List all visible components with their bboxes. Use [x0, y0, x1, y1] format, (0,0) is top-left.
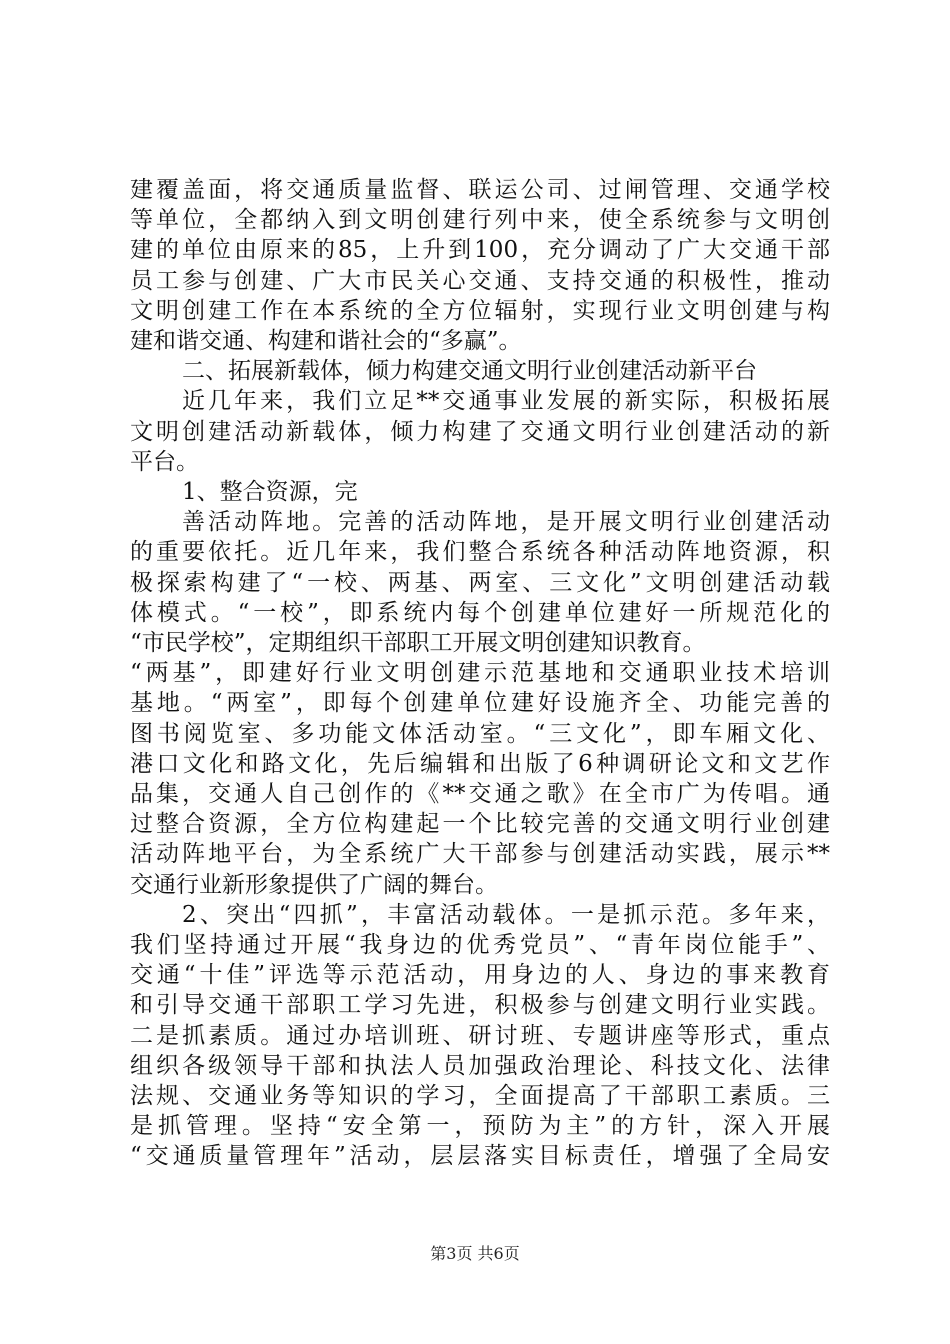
text-line: 品集，交通人自己创作的《**交通之歌》在全市广为传唱。通 [130, 781, 830, 807]
text-line: 组织各级领导干部和执法人员加强政治理论、科技文化、法律 [130, 1053, 830, 1079]
text-line: 员工参与创建、广大市民关心交通、支持交通的积极性，推动 [130, 268, 830, 294]
text-line: 的重要依托。近几年来，我们整合系统各种活动阵地资源，积 [130, 539, 830, 565]
text-line: 活动阵地平台，为全系统广大干部参与创建活动实践，展示** [130, 841, 830, 867]
text-line: 法规、交通业务等知识的学习，全面提高了干部职工素质。三 [130, 1083, 830, 1109]
subsection-heading: 1、整合资源，完 [182, 479, 358, 505]
text-line: 平台。 [130, 449, 199, 475]
text-line: 我们坚持通过开展“我身边的优秀党员”、“青年岗位能手”、 [130, 932, 830, 958]
text-line: 文明创建活动新载体，倾力构建了交通文明行业创建活动的新 [130, 419, 830, 445]
text-line: 善活动阵地。完善的活动阵地，是开展文明行业创建活动 [182, 509, 830, 535]
text-line: 交通“十佳”评选等示范活动，用身边的人、身边的事来教育 [130, 962, 830, 988]
text-line: “市民学校”，定期组织干部职工开展文明创建知识教育。 [130, 630, 706, 656]
text-line: 基地。“两室”，即每个创建单位建好设施齐全、功能完善的 [130, 690, 830, 716]
text-line: 和引导交通干部职工学习先进，积极参与创建文明行业实践。 [130, 992, 830, 1018]
text-line: 二是抓素质。通过办培训班、研讨班、专题讲座等形式，重点 [130, 1023, 830, 1049]
text-line: 交通行业新形象提供了广阔的舞台。 [130, 872, 498, 898]
text-line: 近几年来，我们立足**交通事业发展的新实际，积极拓展 [182, 388, 830, 414]
text-line: 建的单位由原来的85，上升到100，充分调动了广大交通干部 [130, 237, 830, 263]
text-line: “交通质量管理年”活动，层层落实目标责任，增强了全局安 [130, 1143, 830, 1169]
text-line: 过整合资源，全方位构建起一个比较完善的交通文明行业创建 [130, 811, 830, 837]
text-line: 建覆盖面，将交通质量监督、联运公司、过闸管理、交通学校 [130, 177, 830, 203]
text-line: 建和谐交通、构建和谐社会的“多赢”。 [130, 328, 522, 354]
text-line: 极探索构建了“一校、两基、两室、三文化”文明创建活动载 [130, 570, 830, 596]
text-line: 2、突出“四抓”，丰富活动载体。一是抓示范。多年来， [182, 902, 830, 928]
text-line: 图书阅览室、多功能文体活动室。“三文化”，即车厢文化、 [130, 721, 830, 747]
text-line: “两基”，即建好行业文明创建示范基地和交通职业技术培训 [130, 660, 830, 686]
text-line: 文明创建工作在本系统的全方位辐射，实现行业文明创建与构 [130, 298, 830, 324]
text-line: 是抓管理。坚持“安全第一，预防为主”的方针，深入开展 [130, 1113, 830, 1139]
text-line: 等单位，全都纳入到文明创建行列中来，使全系统参与文明创 [130, 207, 830, 233]
text-line: 港口文化和路文化，先后编辑和出版了6种调研论文和文艺作 [130, 751, 830, 777]
section-heading: 二、拓展新载体，倾力构建交通文明行业创建活动新平台 [182, 358, 757, 384]
page-number-footer: 第3页 共6页 [430, 1244, 520, 1263]
text-line: 体模式。“一校”，即系统内每个创建单位建好一所规范化的 [130, 600, 830, 626]
